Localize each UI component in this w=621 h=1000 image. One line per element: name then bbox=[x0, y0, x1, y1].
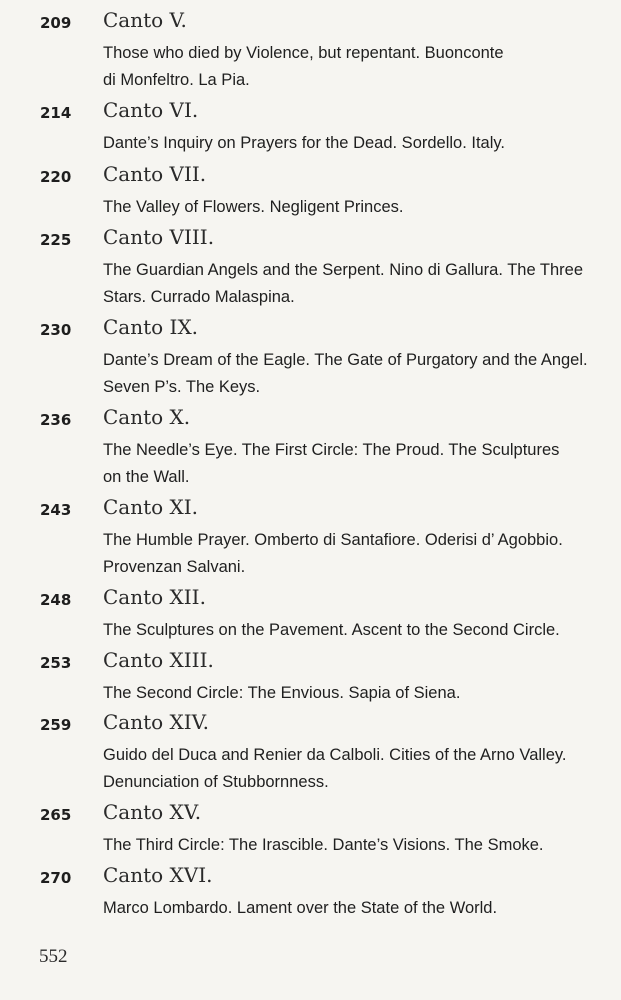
description-line: Denunciation of Stubbornness. bbox=[103, 773, 329, 791]
canto-title: Canto IX. bbox=[103, 315, 199, 339]
folio-page-number: 552 bbox=[39, 946, 68, 967]
canto-title: Canto V. bbox=[103, 8, 187, 32]
description-line: Guido del Duca and Renier da Calboli. Cities of the Arno Valley. bbox=[103, 746, 567, 764]
canto-title: Canto XV. bbox=[103, 800, 202, 824]
canto-title: Canto XVI. bbox=[103, 863, 213, 887]
canto-description bbox=[103, 527, 618, 581]
canto-description bbox=[103, 257, 618, 311]
page-number: 230 bbox=[40, 321, 72, 339]
page-number: 265 bbox=[40, 806, 72, 824]
canto-title: Canto VI. bbox=[103, 98, 199, 122]
description-line: The Third Circle: The Irascible. Dante’s Visions. The Smoke. bbox=[103, 836, 544, 854]
canto-title: Canto VII. bbox=[103, 162, 207, 186]
description-line: The Needle’s Eye. The First Circle: The Proud. The Sculptures bbox=[103, 441, 560, 459]
canto-title: Canto XIII. bbox=[103, 648, 214, 672]
description-line: di Monfeltro. La Pia. bbox=[103, 71, 250, 89]
page-number: 236 bbox=[40, 411, 72, 429]
canto-title: Canto XI. bbox=[103, 495, 199, 519]
canto-title: Canto XII. bbox=[103, 585, 206, 609]
description-line: Provenzan Salvani. bbox=[103, 558, 246, 576]
canto-description bbox=[103, 347, 618, 401]
description-line: on the Wall. bbox=[103, 468, 190, 486]
canto-title: Canto X. bbox=[103, 405, 191, 429]
description-line: The Sculptures on the Pavement. Ascent to the Second Circle. bbox=[103, 621, 560, 639]
page-number: 270 bbox=[40, 869, 72, 887]
page-number: 220 bbox=[40, 168, 72, 186]
description-line: Stars. Currado Malaspina. bbox=[103, 288, 295, 306]
page-number: 225 bbox=[40, 231, 72, 249]
canto-title: Canto VIII. bbox=[103, 225, 215, 249]
canto-description bbox=[103, 832, 618, 859]
description-line: The Humble Prayer. Omberto di Santafiore. Oderisi d’ Agobbio. bbox=[103, 531, 563, 549]
canto-description bbox=[103, 194, 618, 221]
canto-title: Canto XIV. bbox=[103, 710, 209, 734]
page-number: 253 bbox=[40, 654, 72, 672]
canto-description bbox=[103, 680, 618, 707]
canto-description bbox=[103, 437, 618, 491]
canto-description bbox=[103, 742, 618, 796]
canto-description bbox=[103, 130, 618, 157]
description-line: Seven P’s. The Keys. bbox=[103, 378, 261, 396]
description-line: The Valley of Flowers. Negligent Princes. bbox=[103, 198, 404, 216]
page-number: 248 bbox=[40, 591, 72, 609]
description-line: Dante’s Dream of the Eagle. The Gate of Purgatory and the Angel. bbox=[103, 351, 588, 369]
canto-description bbox=[103, 617, 618, 644]
description-line: The Second Circle: The Envious. Sapia of Siena. bbox=[103, 684, 461, 702]
page-number: 209 bbox=[40, 14, 72, 32]
canto-description bbox=[103, 895, 618, 922]
canto-description bbox=[103, 40, 618, 94]
description-line: Dante’s Inquiry on Prayers for the Dead. Sordello. Italy. bbox=[103, 134, 506, 152]
description-line: Marco Lombardo. Lament over the State of the World. bbox=[103, 899, 498, 917]
description-line: Those who died by Violence, but repentant. Buonconte bbox=[103, 44, 504, 62]
page-number: 214 bbox=[40, 104, 72, 122]
page-number: 243 bbox=[40, 501, 72, 519]
description-line: The Guardian Angels and the Serpent. Nino di Gallura. The Three bbox=[103, 261, 584, 279]
page-number: 259 bbox=[40, 716, 72, 734]
